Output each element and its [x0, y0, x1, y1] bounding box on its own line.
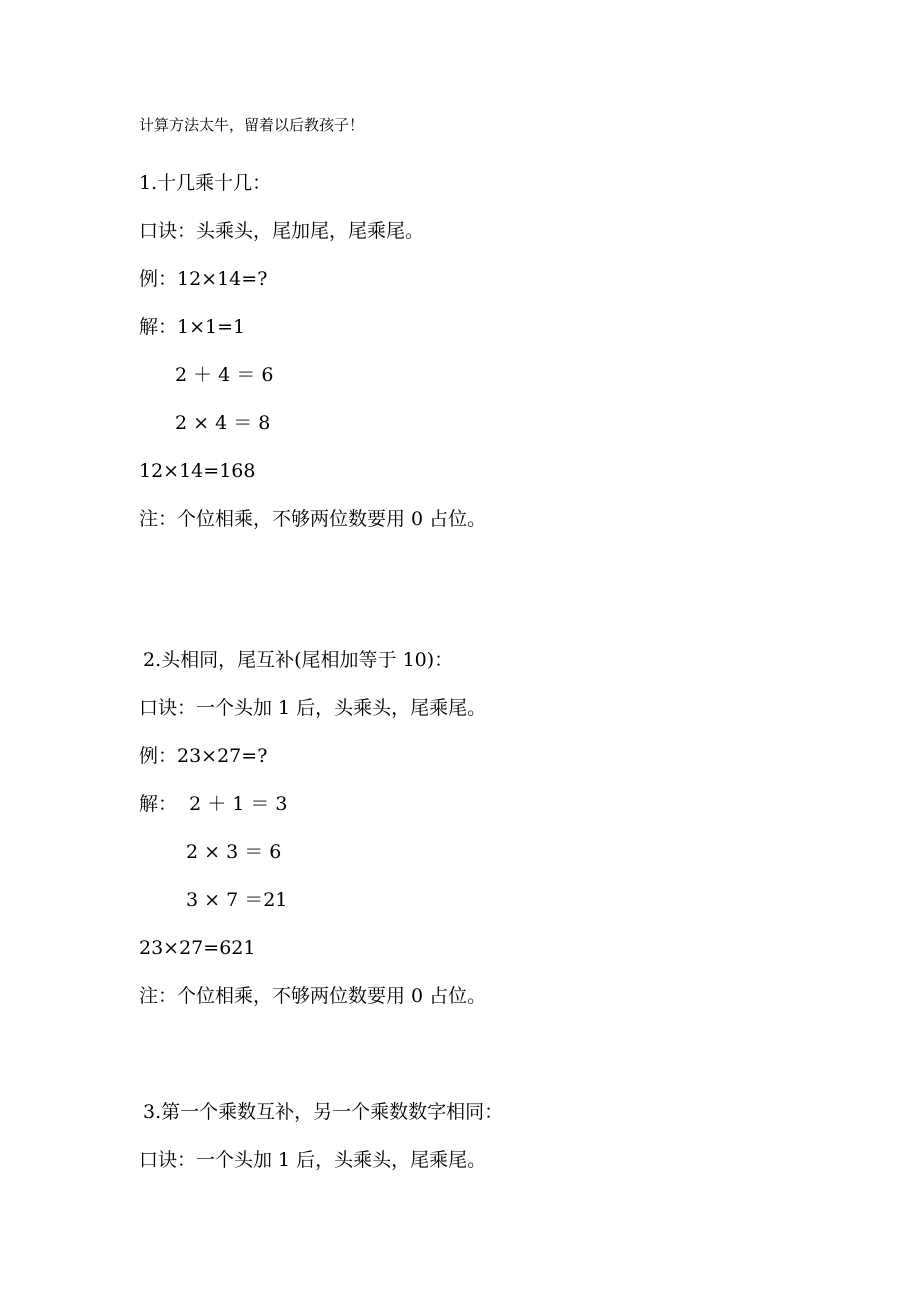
- section1-rule: 口诀：头乘头，尾加尾，尾乘尾。: [139, 220, 425, 242]
- intro-text: 计算方法太牛，留着以后教孩子！: [139, 116, 365, 134]
- section1-title: 1.十几乘十几：: [139, 172, 272, 194]
- section2-example: 例：23×27=?: [139, 745, 268, 767]
- section1-solution-line: 2 ＋ 4 ＝ 6: [175, 364, 274, 386]
- section1-example: 例：12×14=?: [139, 268, 268, 290]
- section3-rule: 口诀：一个头加 1 后，头乘头，尾乘尾。: [139, 1149, 487, 1171]
- section2-solution-line: 3 × 7 ＝21: [186, 889, 288, 911]
- section1-note: 注：个位相乘，不够两位数要用 0 占位。: [139, 508, 487, 530]
- section2-solution-line: 解： 2 ＋ 1 ＝ 3: [139, 793, 288, 815]
- section2-rule: 口诀：一个头加 1 后，头乘头，尾乘尾。: [139, 697, 487, 719]
- section1-solution-line: 2 × 4 ＝ 8: [175, 412, 271, 434]
- section1-result: 12×14=168: [139, 460, 256, 482]
- section2-result: 23×27=621: [139, 937, 256, 959]
- section1-solution-line: 解：1×1=1: [139, 316, 246, 338]
- section2-solution-line: 2 × 3 ＝ 6: [186, 841, 282, 863]
- section3-title: 3.第一个乘数互补，另一个乘数数字相同：: [143, 1101, 504, 1123]
- section2-note: 注：个位相乘，不够两位数要用 0 占位。: [139, 985, 487, 1007]
- section2-title: 2.头相同，尾互补(尾相加等于 10)：: [143, 649, 454, 671]
